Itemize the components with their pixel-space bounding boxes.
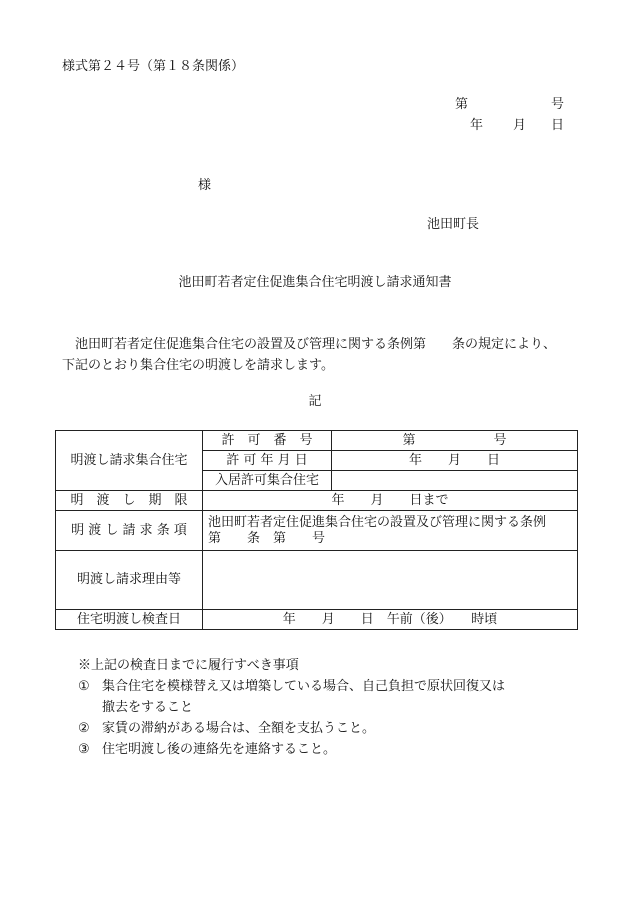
clause-label: 明 渡 し 請 求 条 項 [56,511,203,551]
issue-date-month: 月 [513,118,527,133]
permit-number-label: 許 可 番 号 [203,431,332,451]
sender-name: 池田町長 [427,217,480,232]
issue-date-day: 日 [551,118,565,133]
deadline-value: 年 月 日まで [203,491,578,511]
record-mark: 記 [308,394,322,409]
details-table [55,430,578,630]
clause-line-1: 池田町若者定住促進集合住宅の設置及び管理に関する条例 [208,514,547,530]
issue-number-suffix: 号 [551,97,565,112]
body-text [62,334,582,376]
reason-value [203,551,578,610]
note-number: ② [78,721,90,736]
permit-number-value: 第 号 [332,431,578,451]
notes-section [78,655,505,760]
unit-value [332,471,578,491]
permit-date-label: 許 可 年 月 日 [203,451,332,471]
note-number: ① [78,679,90,694]
inspection-value: 年 月 日 午前（後） 時頃 [203,610,578,630]
housing-label: 明渡し請求集合住宅 [56,431,203,491]
note-item [78,718,505,739]
note-number: ③ [78,742,90,757]
document-title: 池田町若者定住促進集合住宅明渡し請求通知書 [178,275,452,290]
deadline-label: 明 渡 し 期 限 [56,491,203,511]
note-item [78,739,505,760]
reason-label: 明渡し請求理由等 [56,551,203,610]
note-text: 住宅明渡し後の連絡先を連絡すること。 [102,742,337,757]
clause-value [203,511,578,551]
form-number: 様式第２４号（第１８条関係） [62,59,245,74]
note-text: 家賃の滞納がある場合は、全額を支払うこと。 [102,721,376,736]
note-item [78,676,505,697]
body-line-1: 池田町若者定住促進集合住宅の設置及び管理に関する条例第 条の規定により、 [75,337,557,352]
issue-date-year: 年 [470,118,484,133]
note-text-continued: 撤去をすること [102,700,194,715]
inspection-label: 住宅明渡し検査日 [56,610,203,630]
unit-label: 入居許可集合住宅 [203,471,332,491]
issue-number-prefix: 第 [455,97,469,112]
note-text: 集合住宅を模様替え又は増築している場合、自己負担で原状回復又は [102,679,506,694]
recipient-honorific: 様 [198,178,212,193]
body-line-2: 下記のとおり集合住宅の明渡しを請求します。 [62,358,334,373]
permit-date-value: 年 月 日 [332,451,578,471]
notes-heading: ※上記の検査日までに履行すべき事項 [78,658,299,673]
clause-line-2: 第 条 第 号 [208,530,326,546]
